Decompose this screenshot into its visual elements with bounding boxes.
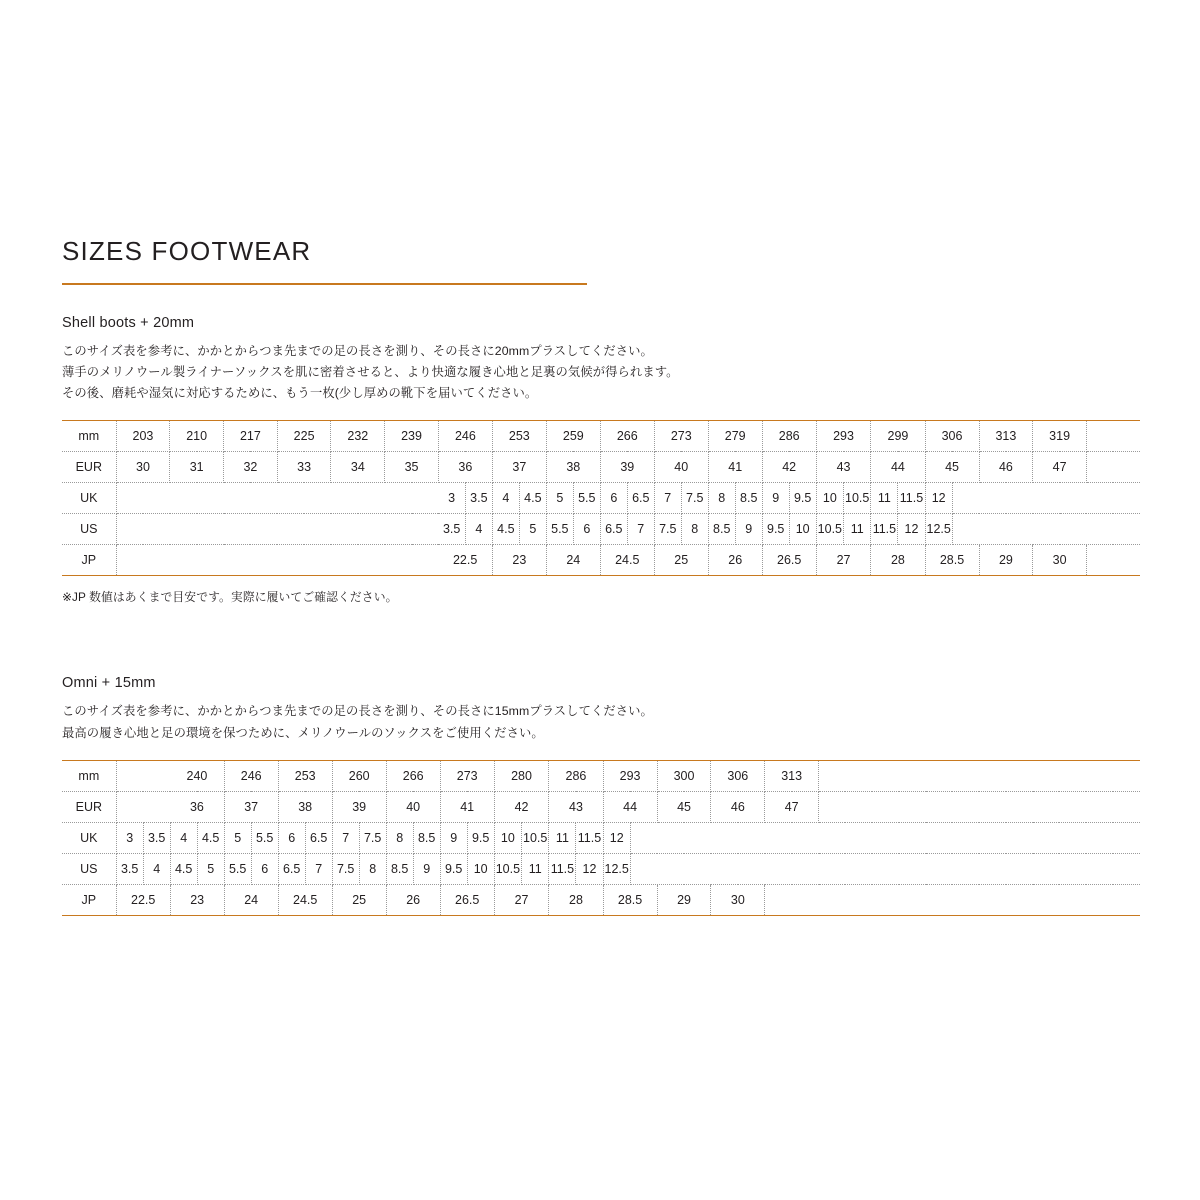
table-cell: 259 — [546, 421, 600, 452]
table-cell: 41 — [708, 452, 762, 483]
table-cell: 39 — [332, 791, 386, 822]
table-cell: 280 — [494, 760, 549, 791]
table-cell: 12.5 — [603, 853, 630, 884]
table-cell: 37 — [492, 452, 546, 483]
table-cell: 10 — [494, 822, 521, 853]
table-cell: 286 — [762, 421, 816, 452]
table-cell: 10.5 — [844, 483, 871, 514]
table-cell: 23 — [170, 884, 224, 915]
table-cell: 7 — [654, 483, 681, 514]
empty-cell — [765, 884, 1140, 915]
table-cell: 11 — [871, 483, 898, 514]
table-cell: 260 — [332, 760, 386, 791]
table-cell: 203 — [116, 421, 170, 452]
table-cell: 30 — [711, 884, 765, 915]
table-cell: 10 — [467, 853, 494, 884]
section-spacer — [62, 605, 1140, 675]
table-cell: 319 — [1033, 421, 1087, 452]
table-cell: 12.5 — [925, 514, 952, 545]
table-cell: 24.5 — [278, 884, 332, 915]
table-cell: 9 — [440, 822, 467, 853]
table-cell: 8.5 — [708, 514, 735, 545]
table-cell: 46 — [711, 791, 765, 822]
table-cell: 34 — [331, 452, 385, 483]
table-cell: 31 — [170, 452, 224, 483]
table-cell: 11 — [549, 822, 576, 853]
table-cell: 26.5 — [440, 884, 494, 915]
table-cell: 4 — [143, 853, 170, 884]
table-cell: 11.5 — [576, 822, 603, 853]
table-cell: 28 — [871, 545, 925, 576]
table-cell: 240 — [170, 760, 224, 791]
table-cell: 28 — [549, 884, 603, 915]
table-cell: 26.5 — [762, 545, 816, 576]
table-cell: 45 — [657, 791, 711, 822]
table-cell: 7 — [305, 853, 332, 884]
table-cell: 25 — [332, 884, 386, 915]
empty-cell — [630, 822, 1140, 853]
table-cell: 24 — [224, 884, 278, 915]
table-cell: 313 — [979, 421, 1033, 452]
table-cell: 6.5 — [278, 853, 305, 884]
table-cell: 246 — [438, 421, 492, 452]
table-cell: 225 — [277, 421, 331, 452]
empty-cell — [116, 545, 438, 576]
table-cell: 29 — [657, 884, 711, 915]
table-cell: 8.5 — [413, 822, 440, 853]
table-cell: 4 — [170, 822, 197, 853]
table-cell: 293 — [816, 421, 871, 452]
table-cell: 29 — [979, 545, 1033, 576]
table-cell: 42 — [494, 791, 549, 822]
table-cell: 36 — [170, 791, 224, 822]
table-cell: 10.5 — [816, 514, 843, 545]
table-cell: 9.5 — [789, 483, 816, 514]
title-underline-rule — [62, 283, 587, 285]
table-cell: 3.5 — [438, 514, 465, 545]
table-cell: 12 — [603, 822, 630, 853]
table-cell: 239 — [385, 421, 439, 452]
section-omni — [62, 675, 1140, 915]
table-cell: 36 — [438, 452, 492, 483]
table-cell: 4.5 — [197, 822, 224, 853]
table-cell: 27 — [494, 884, 549, 915]
table-cell: 306 — [711, 760, 765, 791]
table-cell: 41 — [440, 791, 494, 822]
table-cell: 40 — [386, 791, 440, 822]
empty-cell — [819, 791, 1140, 822]
table-cell: 47 — [765, 791, 819, 822]
table-cell: 9 — [413, 853, 440, 884]
table-cell: 4.5 — [519, 483, 546, 514]
table-cell: 266 — [386, 760, 440, 791]
table-cell: 3.5 — [465, 483, 492, 514]
empty-cell — [630, 853, 1140, 884]
table-row — [62, 822, 1140, 853]
table-cell: 313 — [765, 760, 819, 791]
row-label: JP — [62, 545, 116, 576]
description-line: その後、磨耗や湿気に対応するために、もう一枚(少し厚めの靴下を届いてください。 — [62, 386, 538, 401]
table-cell: 39 — [600, 452, 654, 483]
row-label: JP — [62, 884, 116, 915]
empty-cell — [1086, 452, 1140, 483]
table-row — [62, 853, 1140, 884]
row-label: EUR — [62, 791, 116, 822]
table-cell: 6 — [600, 483, 627, 514]
table-cell: 11.5 — [871, 514, 898, 545]
table-cell: 10 — [816, 483, 843, 514]
table-cell: 6 — [251, 853, 278, 884]
table-cell: 12 — [576, 853, 603, 884]
size-table-shell-boots — [62, 420, 1140, 576]
table-cell: 6.5 — [627, 483, 654, 514]
table-cell: 26 — [708, 545, 762, 576]
table-cell: 5 — [546, 483, 573, 514]
table-cell: 273 — [440, 760, 494, 791]
table-cell: 28.5 — [603, 884, 657, 915]
row-label: UK — [62, 822, 116, 853]
table-cell: 273 — [654, 421, 708, 452]
section-description-shell-boots — [62, 341, 1140, 404]
empty-cell — [116, 483, 438, 514]
table-cell: 10.5 — [522, 822, 549, 853]
table-cell: 30 — [116, 452, 170, 483]
table-cell: 7.5 — [654, 514, 681, 545]
empty-cell — [819, 760, 1140, 791]
table-cell: 46 — [979, 452, 1033, 483]
table-cell: 24.5 — [600, 545, 654, 576]
table-cell: 22.5 — [438, 545, 492, 576]
table-cell: 266 — [600, 421, 654, 452]
table-cell: 5.5 — [573, 483, 600, 514]
table-cell: 6.5 — [305, 822, 332, 853]
table-row — [62, 884, 1140, 915]
table-cell: 37 — [224, 791, 278, 822]
table-cell: 38 — [278, 791, 332, 822]
table-cell: 6.5 — [600, 514, 627, 545]
section-heading-shell-boots: Shell boots + 20mm — [62, 315, 195, 331]
table-cell: 5 — [224, 822, 251, 853]
empty-cell — [1086, 545, 1140, 576]
table-cell: 286 — [549, 760, 603, 791]
empty-cell — [1086, 421, 1140, 452]
table-cell: 8.5 — [386, 853, 413, 884]
table-cell: 7.5 — [359, 822, 386, 853]
table-cell: 5.5 — [546, 514, 573, 545]
page-title: SIZES FOOTWEAR — [62, 236, 312, 266]
table-cell: 217 — [224, 421, 278, 452]
table-row — [62, 483, 1140, 514]
table-cell: 3.5 — [116, 853, 143, 884]
table-cell: 25 — [654, 545, 708, 576]
row-label: UK — [62, 483, 116, 514]
table-cell: 27 — [816, 545, 871, 576]
table-cell: 300 — [657, 760, 711, 791]
description-line: 薄手のメリノウール製ライナーソックスを肌に密着させると、より快適な履き心地と足裏の気候が得られます。 — [62, 365, 679, 380]
table-cell: 253 — [278, 760, 332, 791]
table-cell: 10 — [789, 514, 816, 545]
table-cell: 28.5 — [925, 545, 979, 576]
table-cell: 4.5 — [170, 853, 197, 884]
table-cell: 253 — [492, 421, 546, 452]
table-cell: 11 — [844, 514, 871, 545]
table-cell: 23 — [492, 545, 546, 576]
table-cell: 12 — [925, 483, 952, 514]
table-cell: 8 — [708, 483, 735, 514]
table-cell: 35 — [385, 452, 439, 483]
table-cell: 26 — [386, 884, 440, 915]
table-cell: 5.5 — [224, 853, 251, 884]
section-heading-omni: Omni + 15mm — [62, 675, 156, 692]
table-cell: 38 — [546, 452, 600, 483]
table-cell: 8 — [681, 514, 708, 545]
table-cell: 9 — [762, 483, 789, 514]
table-cell: 5.5 — [251, 822, 278, 853]
table-cell: 232 — [331, 421, 385, 452]
row-label: mm — [62, 421, 116, 452]
table-row — [62, 421, 1140, 452]
table-cell: 4 — [492, 483, 519, 514]
table-cell: 246 — [224, 760, 278, 791]
table-row — [62, 545, 1140, 576]
table-cell: 7 — [332, 822, 359, 853]
document-content — [62, 236, 1140, 916]
table-cell: 8 — [359, 853, 386, 884]
table-cell: 9.5 — [467, 822, 494, 853]
table-cell: 7.5 — [332, 853, 359, 884]
empty-cell — [116, 514, 438, 545]
table-cell: 11 — [522, 853, 549, 884]
table-cell: 7.5 — [681, 483, 708, 514]
table-row — [62, 760, 1140, 791]
table-cell: 279 — [708, 421, 762, 452]
table-cell: 3 — [116, 822, 143, 853]
empty-cell — [116, 791, 170, 822]
section-description-omni — [62, 701, 1140, 743]
table-cell: 7 — [627, 514, 654, 545]
table-cell: 8 — [386, 822, 413, 853]
table-row — [62, 514, 1140, 545]
table-cell: 42 — [762, 452, 816, 483]
table-cell: 9.5 — [440, 853, 467, 884]
table-cell: 5 — [197, 853, 224, 884]
table-cell: 8.5 — [735, 483, 762, 514]
empty-cell — [952, 483, 1140, 514]
row-label: EUR — [62, 452, 116, 483]
table-cell: 44 — [871, 452, 925, 483]
table-cell: 9 — [735, 514, 762, 545]
row-label: mm — [62, 760, 116, 791]
description-line: このサイズ表を参考に、かかとからつま先までの足の長さを測り、その長さに20mmプラスしてください。 — [62, 344, 653, 358]
table-cell: 32 — [224, 452, 278, 483]
empty-cell — [952, 514, 1140, 545]
table-cell: 11.5 — [898, 483, 925, 514]
table-cell: 6 — [278, 822, 305, 853]
description-line: 最高の履き心地と足の環境を保つために、メリノウールのソックスをご使用ください。 — [62, 725, 544, 740]
table-cell: 299 — [871, 421, 925, 452]
size-table-note: ※JP 数値はあくまで目安です。実際に履いてご確認ください。 — [62, 590, 398, 605]
table-cell: 22.5 — [116, 884, 170, 915]
table-cell: 3 — [438, 483, 465, 514]
table-cell: 4.5 — [492, 514, 519, 545]
table-cell: 30 — [1033, 545, 1087, 576]
table-row — [62, 452, 1140, 483]
table-row — [62, 791, 1140, 822]
table-cell: 306 — [925, 421, 979, 452]
row-label: US — [62, 853, 116, 884]
table-cell: 24 — [546, 545, 600, 576]
table-cell: 12 — [898, 514, 925, 545]
size-table-omni — [62, 760, 1140, 916]
table-cell: 33 — [277, 452, 331, 483]
table-cell: 40 — [654, 452, 708, 483]
table-cell: 4 — [465, 514, 492, 545]
description-line: このサイズ表を参考に、かかとからつま先までの足の長さを測り、その長さに15mmプラスしてください。 — [62, 704, 653, 719]
table-cell: 44 — [603, 791, 657, 822]
table-cell: 6 — [573, 514, 600, 545]
empty-cell — [116, 760, 170, 791]
section-shell-boots — [62, 315, 1140, 605]
table-cell: 43 — [816, 452, 871, 483]
table-cell: 47 — [1033, 452, 1087, 483]
row-label: US — [62, 514, 116, 545]
table-cell: 3.5 — [143, 822, 170, 853]
table-cell: 43 — [549, 791, 603, 822]
table-cell: 11.5 — [549, 853, 576, 884]
table-cell: 9.5 — [762, 514, 789, 545]
table-cell: 210 — [170, 421, 224, 452]
table-cell: 5 — [519, 514, 546, 545]
table-cell: 10.5 — [494, 853, 521, 884]
table-cell: 293 — [603, 760, 657, 791]
table-cell: 45 — [925, 452, 979, 483]
